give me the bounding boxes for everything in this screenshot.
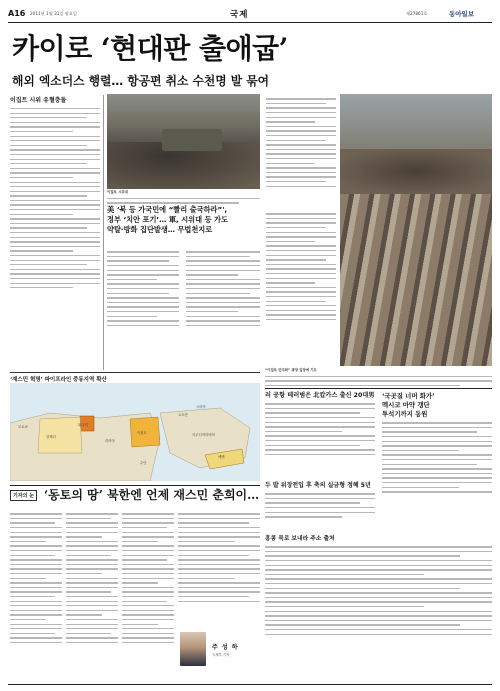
- sidebar-body: [10, 108, 100, 288]
- map-label-9: 모로코: [18, 425, 28, 429]
- page-bottom-rule: [8, 684, 492, 685]
- mid-body-col2: [186, 248, 260, 329]
- map-label-7: 시리아: [196, 405, 206, 409]
- mid-body-col4: [266, 95, 336, 190]
- column-body-2: [66, 510, 118, 647]
- right-story-1: [265, 392, 375, 458]
- right-story-2: [265, 482, 375, 521]
- right-story-1-headline: 러 공항 테러범은 北캅카스 출신 20대男: [265, 392, 375, 399]
- edition-number: 제27861호: [406, 11, 428, 16]
- mid-headline-2: 정부 ‘치안 포기’… 軍, 시위대 등 가도: [107, 215, 228, 224]
- right-story-3: [382, 392, 492, 496]
- right-story-4: [265, 535, 492, 638]
- col-divider-1: [103, 95, 104, 370]
- sidebar-title: 이집트 시위 유혈충돌: [10, 97, 67, 104]
- mid-body-col3: [266, 210, 336, 324]
- map-svg: [10, 383, 260, 481]
- map-label-1: 알제리: [46, 435, 56, 439]
- map-graphic: [10, 372, 260, 482]
- map-label-6: 요르단: [178, 413, 188, 417]
- map-highlight-algeria: [38, 417, 82, 453]
- column-body-4: [178, 510, 260, 605]
- photo-right-sky: [340, 94, 492, 154]
- map-label-4: 수단: [140, 461, 147, 465]
- lead-subhead: 해외 엑소더스 행렬… 항공편 취소 수천명 발 묶여: [12, 74, 270, 88]
- photo-right-ground: [340, 194, 492, 366]
- photo-right: [340, 94, 492, 366]
- column-body-3: [122, 510, 174, 647]
- right-story-2-headline: 두 발 위장전입 후 축의 실금형 정혜 5년: [265, 482, 371, 489]
- lead-headline: 카이로 ‘현대판 출애굽’: [12, 32, 288, 65]
- map-label-0: 튀니지: [78, 423, 88, 427]
- page-number: A16: [8, 9, 26, 18]
- right-story-4-headline: 홍콩 묵로 보내라 주소 출처: [265, 536, 335, 542]
- paper-name: 동아일보: [449, 10, 475, 18]
- right-story-3-sub1: 멕시코 마약 갱단: [382, 401, 430, 409]
- page-date: 2011년 1월 31일 월요일: [30, 11, 77, 16]
- masthead-bar: [8, 6, 492, 22]
- mid-headline-1: 美 ‘북 등 가국민에 “빨리 출국하라”',: [107, 205, 228, 214]
- photo-tank-shape: [162, 129, 222, 151]
- map-label-3: 이집트: [137, 431, 147, 435]
- right-story-3-sub2: 투석기까지 동원: [382, 410, 428, 418]
- column-kicker: 기자의 눈: [10, 490, 37, 501]
- mid-box: [107, 205, 260, 235]
- reporter-photo: [180, 632, 206, 666]
- reporter-name: 주 성 하: [212, 644, 239, 651]
- column-body-1: [10, 510, 62, 647]
- photo-right-caption: [265, 368, 492, 390]
- mid-body-col1: [107, 248, 179, 329]
- map-label-8: 사우디아라비아: [192, 433, 215, 437]
- map-label-2: 리비아: [105, 439, 115, 443]
- mid-headline-3: 약탈·방화 집단발생… 무법천지로: [107, 225, 213, 234]
- photo-right-crowd-top: [340, 149, 492, 194]
- header-rule: [8, 22, 492, 23]
- map-title: ‘재스민 혁명’ 파이프라인 중동지역 확산: [10, 377, 107, 383]
- photo-top-caption-title: 이집트 시위대: [107, 190, 128, 194]
- lead-sidebar: [10, 95, 100, 292]
- reporter-title: 국제부 기자: [212, 653, 230, 657]
- right-story-3-headline: ‘국곳질 너머 화가’: [382, 392, 435, 400]
- photo-top: [107, 94, 260, 189]
- right-stories-rule: [265, 388, 492, 389]
- section-label: 국제: [230, 10, 249, 20]
- map-label-5: 예멘: [218, 455, 225, 459]
- photo-right-caption-title: “이집트 민주화” 광장 입장에 기도: [265, 368, 317, 372]
- column-headline: ‘동토의 땅’ 북한엔 언제 재스민 춘희이…: [44, 488, 260, 502]
